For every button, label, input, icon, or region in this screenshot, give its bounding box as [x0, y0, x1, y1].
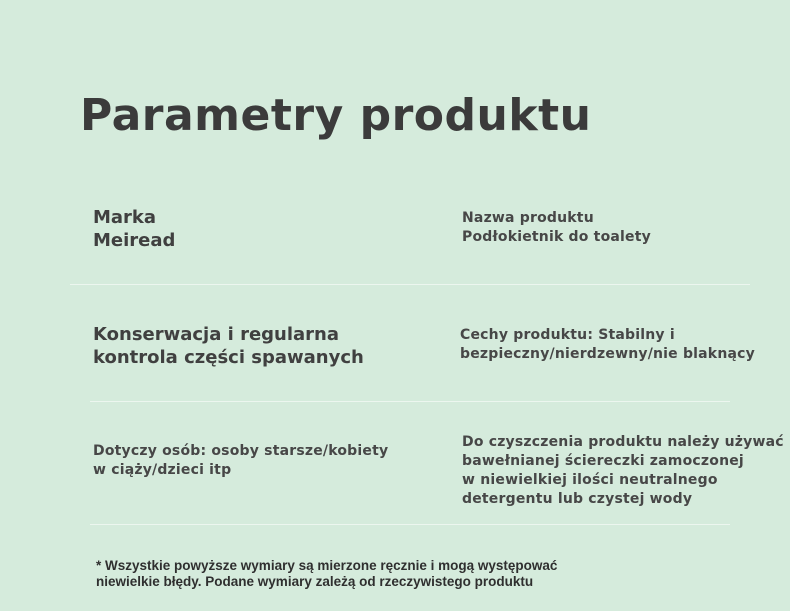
- page-title: Parametry produktu: [80, 90, 592, 141]
- maintenance-cell: Konserwacja i regularna kontrola części spawanych: [93, 324, 364, 368]
- row-divider: [90, 524, 730, 525]
- cleaning-instructions-cell: Do czyszczenia produktu należy używać bawełnianej ściereczki zamoczonej w niewielkiej ilości neutralnego detergentu lub czystej wody: [462, 434, 784, 507]
- product-name-cell: Nazwa produktu Podłokietnik do toalety: [462, 210, 651, 245]
- target-users-cell: Dotyczy osób: osoby starsze/kobiety w ciąży/dzieci itp: [93, 443, 389, 478]
- brand-cell: Marka Meiread: [93, 207, 176, 251]
- row-divider: [70, 284, 750, 285]
- footnote: * Wszystkie powyższe wymiary są mierzone ręcznie i mogą występować niewielkie błędy. Podane wymiary zależą od rzeczywistego produktu: [96, 558, 558, 589]
- product-features-cell: Cechy produktu: Stabilny i bezpieczny/nierdzewny/nie blaknący: [460, 327, 755, 362]
- row-divider: [90, 401, 730, 402]
